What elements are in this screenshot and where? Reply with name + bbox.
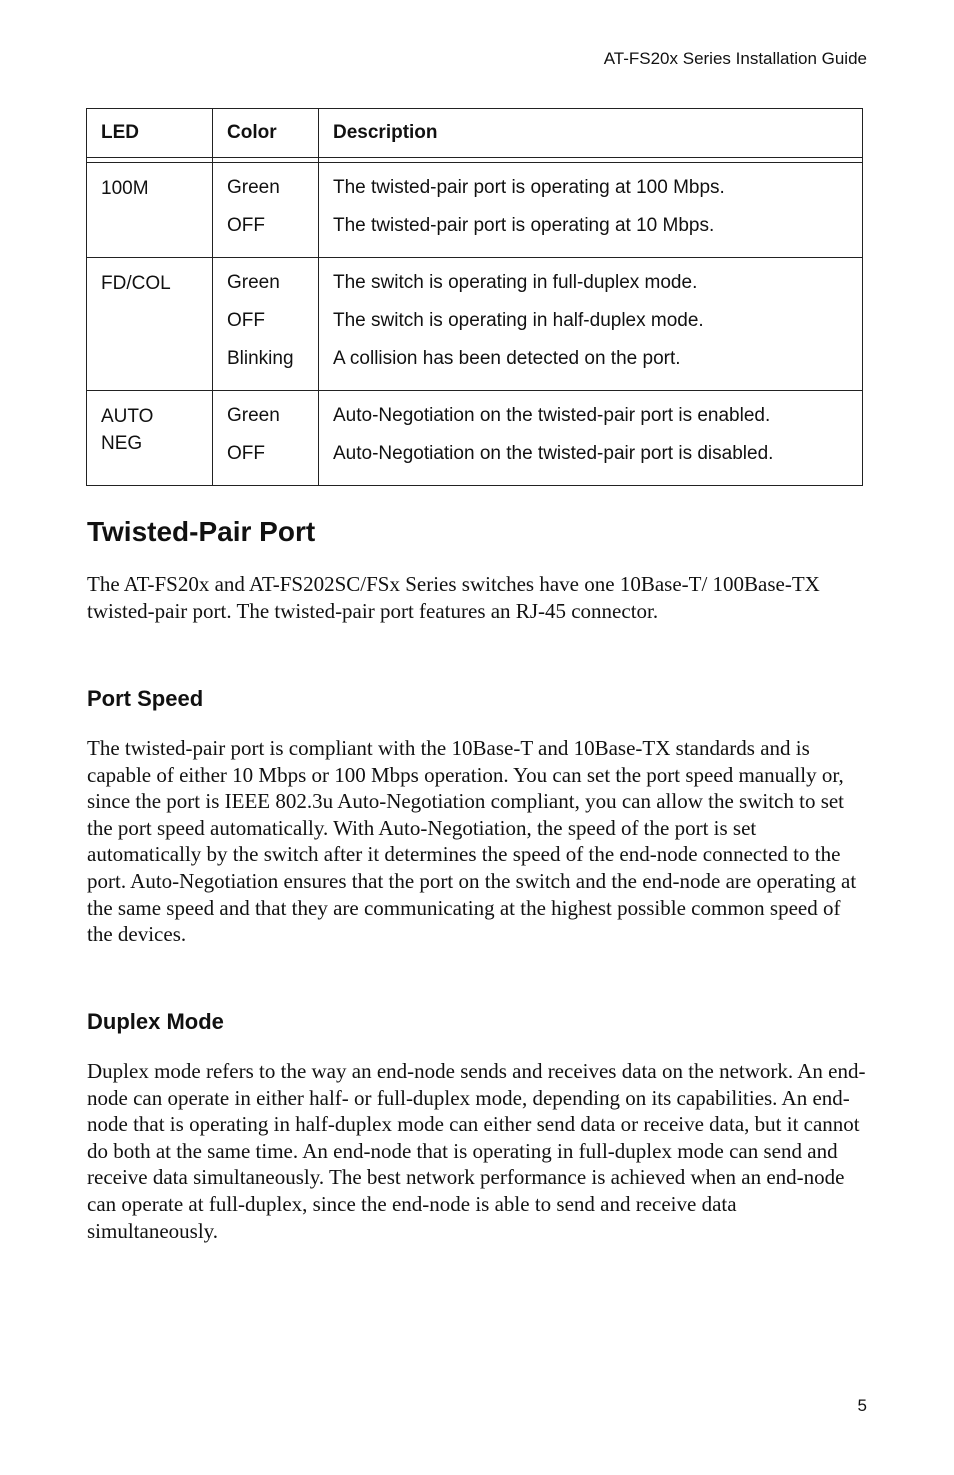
column-header-led: LED: [87, 109, 213, 158]
led-color: Green: [227, 272, 280, 293]
column-header-description: Description: [319, 109, 863, 158]
table-row: [87, 391, 863, 486]
description-cell: [319, 391, 863, 486]
description-cell: [319, 258, 863, 391]
table-row: [87, 163, 863, 258]
led-color: Blinking: [227, 348, 294, 369]
color-cell: [213, 391, 319, 486]
led-description: A collision has been detected on the port.: [333, 348, 681, 369]
page-number: 5: [857, 1396, 867, 1415]
led-color: Green: [227, 405, 280, 426]
led-name: 100M: [101, 178, 149, 199]
color-cell: [213, 163, 319, 258]
duplex-mode-heading: Duplex Mode: [87, 1009, 224, 1034]
led-description: The twisted-pair port is operating at 100 Mbps.: [333, 177, 725, 198]
led-color: Green: [227, 177, 280, 198]
column-header-color: Color: [213, 109, 319, 158]
duplex-mode-paragraph: Duplex mode refers to the way an end-node sends and receives data on the network. An end-node can operate in either half- or full-duplex mode, depending on its capabilities. An end-node that is operating in half-duplex mode can either send data or receive data, but it cannot do both at the same time. An end-node that is operating in full-duplex mode can send and receive data simultaneously. The best network performance is achieved when an end-node can operate at full-duplex, since the end-node is able to send and receive data simultaneously.: [87, 1059, 866, 1243]
led-name: NEG: [101, 433, 143, 454]
led-color: OFF: [227, 215, 265, 236]
intro-paragraph: The AT-FS20x and AT-FS202SC/FSx Series switches have one 10Base-T/ 100Base-TX twisted-pair port. The twisted-pair port features an RJ-45 connector.: [87, 572, 820, 623]
led-description: Auto-Negotiation on the twisted-pair port is disabled.: [333, 443, 774, 464]
led-table: [86, 108, 863, 486]
description-cell: [319, 163, 863, 258]
running-header: AT-FS20x Series Installation Guide: [603, 49, 867, 68]
table-row: [87, 258, 863, 391]
led-description: The twisted-pair port is operating at 10 Mbps.: [333, 215, 715, 236]
color-cell: [213, 258, 319, 391]
led-cell: [87, 258, 213, 391]
port-speed-heading: Port Speed: [87, 686, 204, 711]
led-name: AUTO: [101, 406, 154, 427]
led-color: OFF: [227, 310, 265, 331]
port-speed-paragraph: The twisted-pair port is compliant with the 10Base-T and 10Base-TX standards and is capable of either 10 Mbps or 100 Mbps operation. You can set the port speed manually or, since the port is IEEE 802.3u Auto-Negotiation compliant, you can allow the switch to set the port speed automatically. With Auto-Negotiation, the speed of the port is set automatically by the switch after it determines the speed of the end-node connected to the port. Auto-Negotiation ensures that the port on the switch and the end-node are operating at the same speed and that they are communicating at the highest possible common speed of the devices.: [87, 736, 857, 947]
led-cell: [87, 391, 213, 486]
table-header-row: [87, 109, 863, 158]
section-title: Twisted-Pair Port: [87, 516, 316, 547]
led-description: The switch is operating in half-duplex mode.: [333, 310, 704, 331]
led-description: Auto-Negotiation on the twisted-pair port is enabled.: [333, 405, 771, 426]
led-table-body: [87, 158, 863, 486]
led-cell: [87, 163, 213, 258]
led-name: FD/COL: [101, 273, 171, 294]
led-description: The switch is operating in full-duplex mode.: [333, 272, 698, 293]
led-color: OFF: [227, 443, 265, 464]
